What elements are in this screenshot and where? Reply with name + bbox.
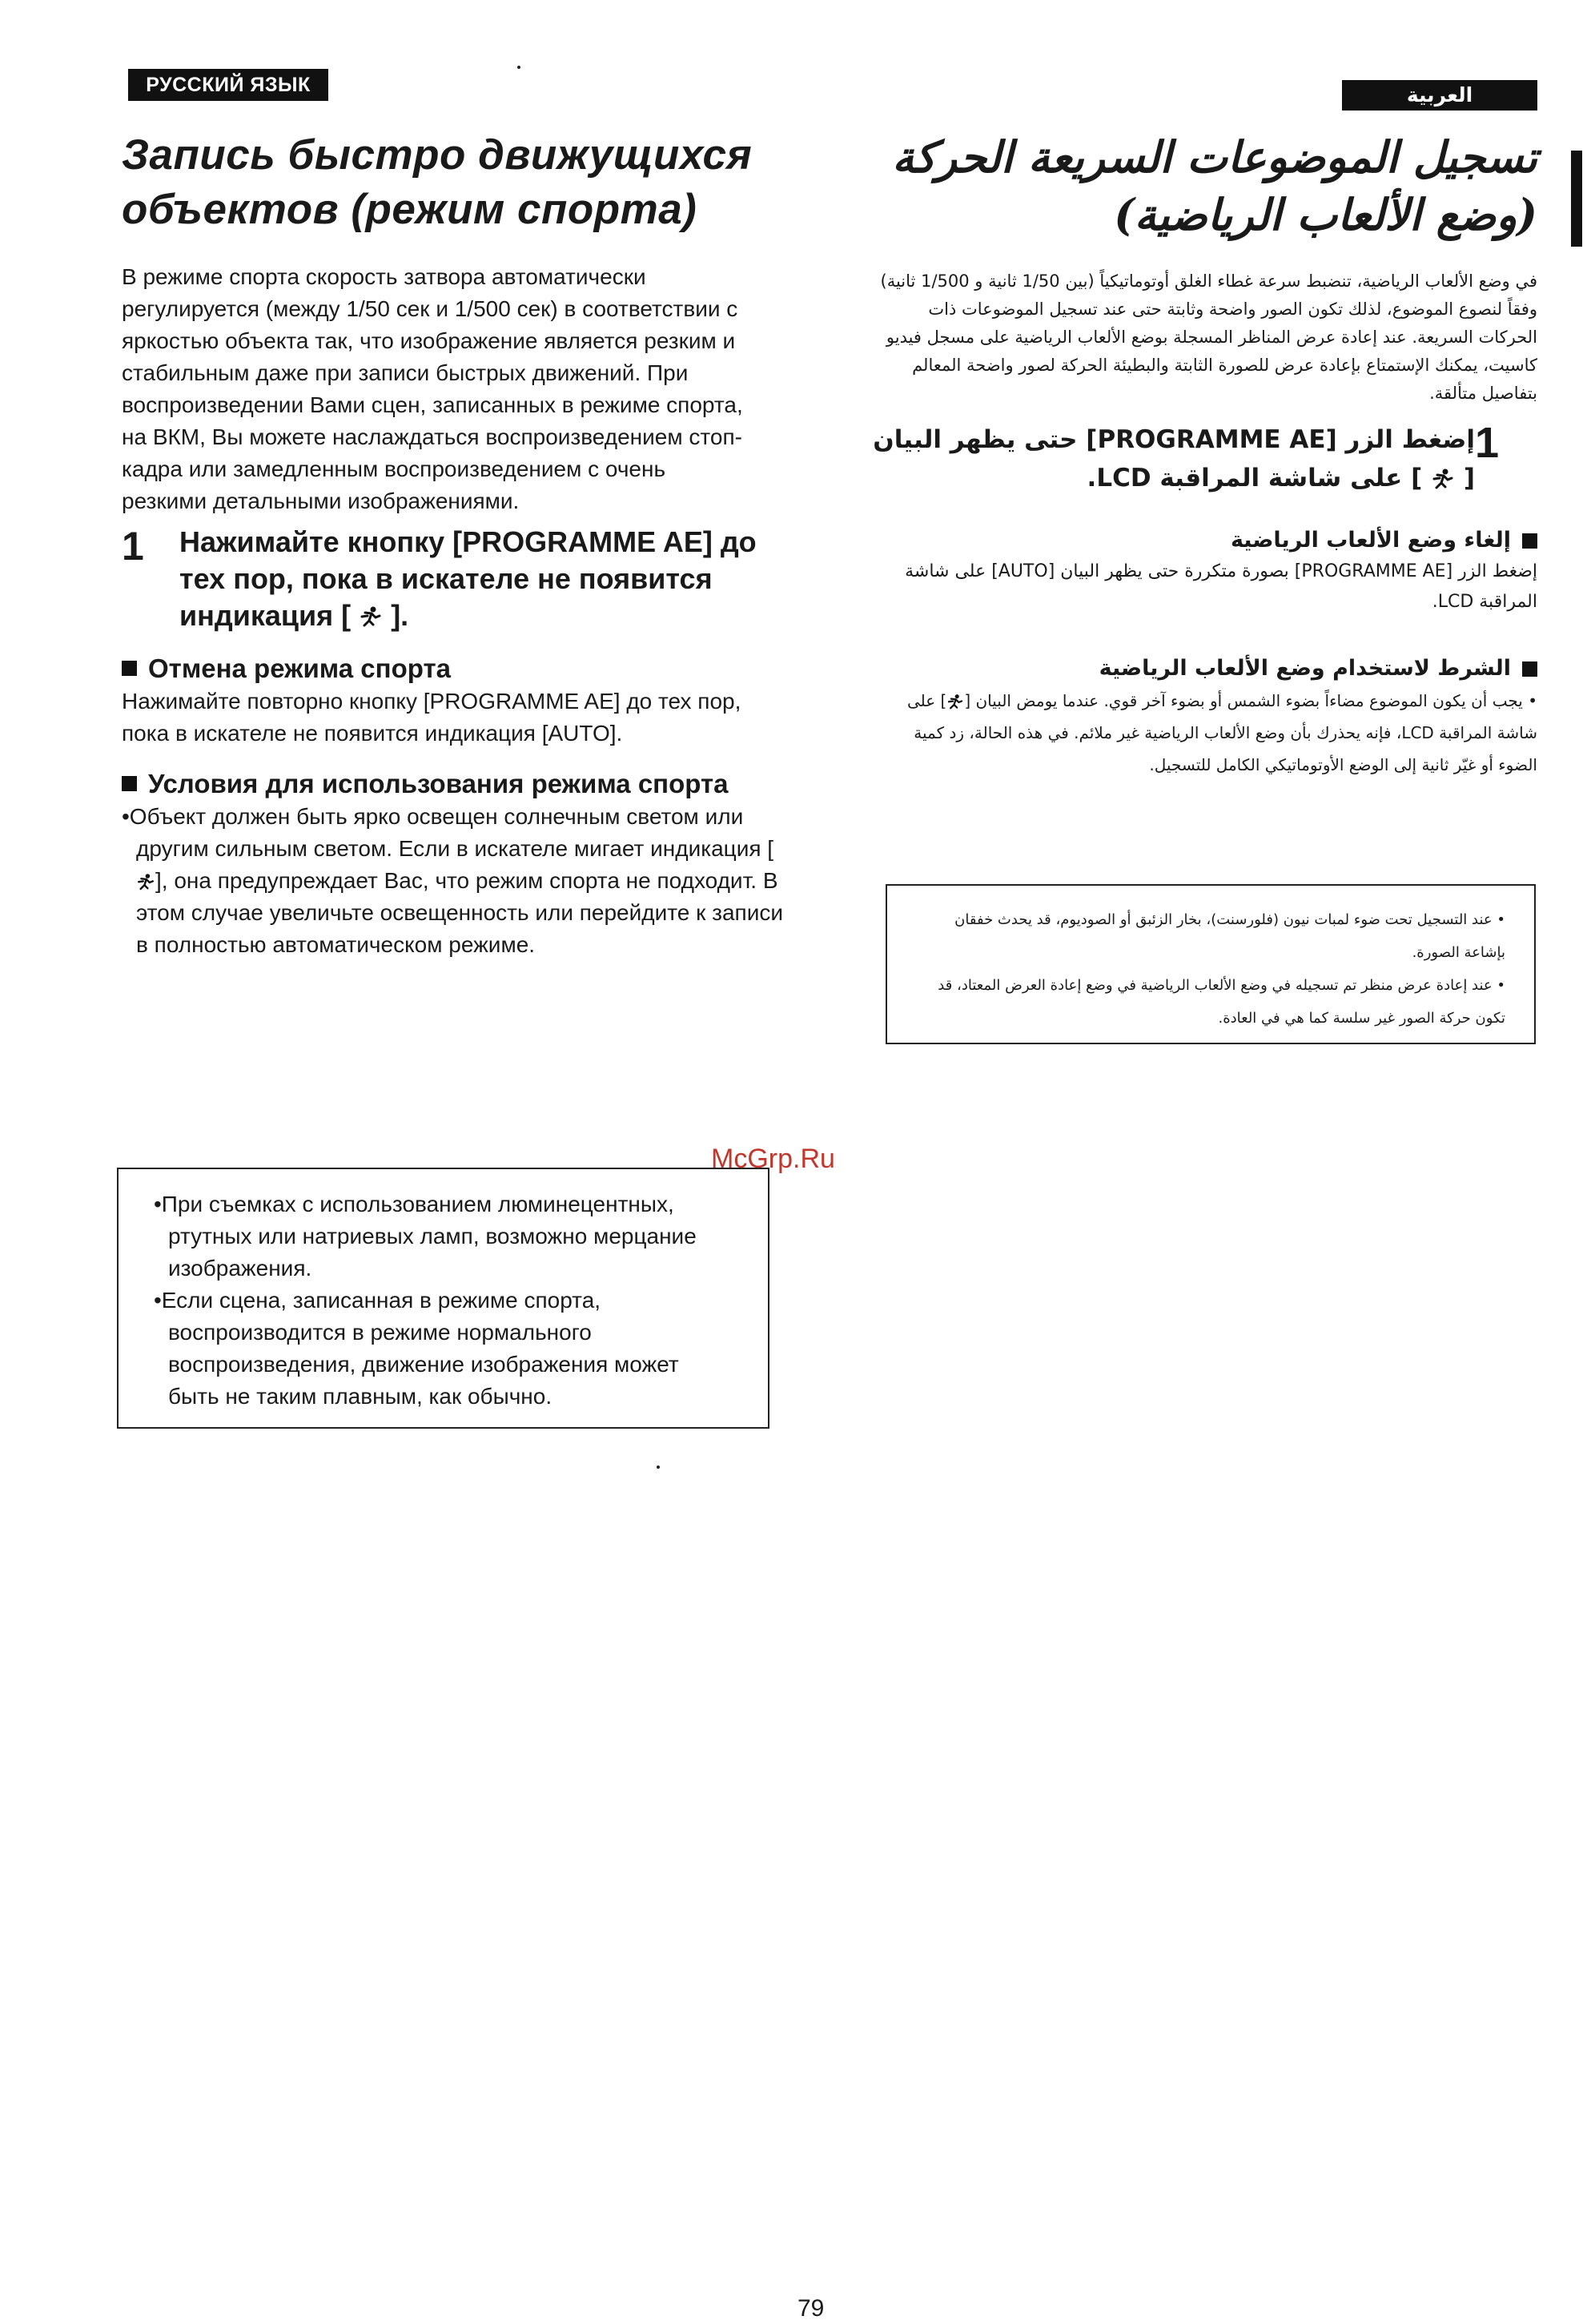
page-title-russian: [122, 128, 786, 237]
step-text: [179, 524, 786, 634]
step-text-part: Нажимайте кнопку [PROGRAMME AE] до тех пор, пока в искателе не появится индикация [: [179, 525, 757, 632]
step-text-part: ] على شاشة المراقبة LCD.: [1087, 464, 1423, 493]
side-index-bar: [1571, 151, 1582, 247]
scan-dot: [657, 1466, 660, 1469]
conditions-text-part: ] على شاشة المراقبة LCD، فإنه يحذرك بأن وضع الألعاب الرياضية غير ملائم. في هذه الحالة، زد كمية الضوء أو غيّر ثانية إلى الوضع الأوتوماتيكي الكامل للتسجيل.: [906, 691, 1537, 774]
title-line-1: تسجيل الموضوعات السريعة الحركة: [892, 131, 1537, 183]
title-line-1: Запись быстро движущихся: [122, 131, 753, 179]
square-bullet-icon: [1522, 661, 1537, 677]
note-item: • عند إعادة عرض منظر تم تسجيله في وضع الألعاب الرياضية في وضع إعادة العرض المعتاد، قد تكون حركة الصور غير سلسة كما هي في العادة.: [938, 977, 1505, 1027]
conditions-bullet: [873, 685, 1537, 781]
conditions-heading: [122, 767, 786, 801]
conditions-bullet: [122, 801, 786, 961]
cancel-heading-text: إلغاء وضع الألعاب الرياضية: [1230, 528, 1511, 553]
cancel-heading: [873, 525, 1537, 557]
language-tab-russian: РУССКИЙ ЯЗЫК: [128, 69, 328, 101]
cancel-heading-text: Отмена режима спорта: [148, 653, 451, 683]
step-number: 1: [1475, 419, 1500, 467]
title-line-2: объектов (режим спорта): [122, 186, 697, 233]
note-box-russian: [117, 1168, 769, 1429]
step-text-part: ].: [391, 599, 409, 632]
language-tab-arabic: العربية: [1342, 80, 1537, 111]
note-item: •Если сцена, записанная в режиме спорта, воспроизводится в режиме нормального воспроизведения, движение изображения может быть не таким плавным, как обычно.: [154, 1288, 679, 1409]
sports-mode-icon: [1431, 468, 1455, 492]
conditions-text-part: ], она предупреждает Вас, что режим спорта не подходит. В этом случае увеличьте освещенность или перейдите к записи в полностью автоматическом режиме.: [136, 868, 783, 957]
cancel-heading: [122, 652, 786, 686]
square-bullet-icon: [1522, 533, 1537, 549]
watermark: McGrp.Ru: [711, 1144, 835, 1174]
cancel-body: Нажимайте повторно кнопку [PROGRAMME AE] до тех пор, пока в искателе не появится индикация [AUTO].: [122, 689, 741, 746]
conditions-text-part: • يجب أن يكون الموضوع مضاءاً بضوء الشمس أو بضوء آخر قوي. عندما يومض البيان [: [964, 691, 1537, 710]
arabic-column: [873, 128, 1537, 781]
sports-mode-icon: [946, 694, 964, 711]
conditions-heading-text: Условия для использования режима спорта: [148, 769, 729, 798]
conditions-heading: [873, 653, 1537, 685]
intro-paragraph: В режиме спорта скорость затвора автоматически регулируется (между 1/50 сек и 1/500 сек) в соответствии с яркостью объекта так, что изображение является резким и стабильным даже при записи быстрых движений. При воспроизведении Вами сцен, записанных в режиме спорта, на ВКМ, Вы можете наслаждаться воспроизведением стоп-кадра или замедленным воспроизведением с очень резкими детальными изображениями.: [122, 264, 743, 513]
sports-mode-icon: [136, 873, 155, 892]
page-number: 79: [798, 2295, 825, 2322]
conditions-heading-text: الشرط لاستخدام وضع الألعاب الرياضية: [1099, 656, 1511, 681]
note-box-arabic: [886, 884, 1536, 1044]
step-text: [873, 420, 1475, 497]
step-number: 1: [122, 524, 144, 569]
step-1: [873, 420, 1537, 497]
scan-dot: [517, 66, 520, 69]
cancel-body: إضغط الزر [PROGRAMME AE] بصورة متكررة حتى يظهر البيان [AUTO] على شاشة المراقبة LCD.: [905, 561, 1537, 612]
page-title-arabic: [873, 128, 1537, 243]
title-line-2: (وضع الألعاب الرياضية): [1114, 189, 1537, 240]
russian-column: [122, 128, 786, 961]
step-1: [122, 524, 786, 634]
step-text-part: إضغط الزر [PROGRAMME AE] حتى يظهر البيان [: [873, 425, 1475, 493]
note-item: •При съемках с использованием люминецентных, ртутных или натриевых ламп, возможно мерцание изображения.: [154, 1192, 697, 1281]
note-item: • عند التسجيل تحت ضوء لمبات نيون (فلورسنت)، بخار الزئبق أو الصوديوم، قد يحدث خفقان بإشاعة الصورة.: [954, 911, 1505, 961]
conditions-text-part: •Объект должен быть ярко освещен солнечным светом или другим сильным светом. Если в искателе мигает индикация [: [122, 804, 774, 861]
sports-mode-icon: [359, 605, 383, 629]
intro-paragraph: في وضع الألعاب الرياضية، تنضبط سرعة غطاء الغلق أوتوماتيكياً (بين 1/50 ثانية و 1/500 ثانية) وفقاً لنصوع الموضوع، لذلك تكون الصور واضحة وثابتة حتى عند تسجيل الموضوعات ذات الحركات السريعة. عند إعادة عرض المناظر المسجلة بوضع الألعاب الرياضية على مسجل فيديو كاسيت، يمكنك الإستمتاع بإعادة عرض للصورة الثابتة والبطيئة الحركة لصور واضحة المعالم بتفاصيل متألقة.: [880, 271, 1537, 403]
square-bullet-icon: [122, 776, 137, 791]
square-bullet-icon: [122, 661, 137, 676]
